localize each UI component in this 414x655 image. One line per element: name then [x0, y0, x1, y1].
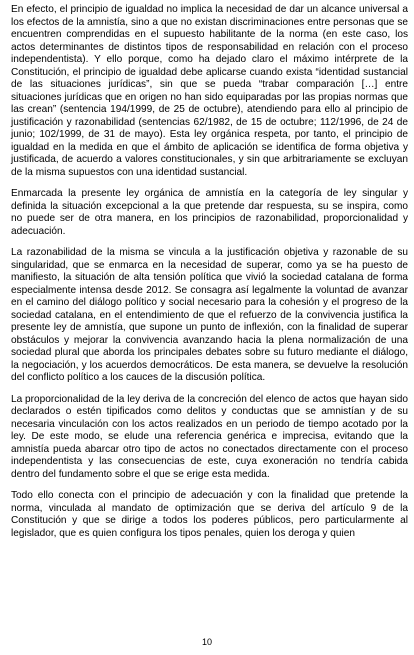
paragraph-ley-singular: Enmarcada la presente ley orgánica de amnistía en la categoría de ley singular y definida la situación excepcional a la que pretende dar respuesta, su se inspira, como no puede ser de otra manera, en los principios de razonabilidad, proporcionalidad y adecuación.: [11, 188, 408, 237]
paragraph-adecuacion: Todo ello conecta con el principio de adecuación y con la finalidad que pretende la norma, vinculada al mandato de optimización que se deriva del artículo 9 de la Constitución y que se dirige a todos los poderes públicos, pero particularmente al legislador, que es quien configura los tipos penales, quien los deroga y quien: [11, 490, 408, 539]
paragraph-proporcionalidad: La proporcionalidad de la ley deriva de la concreción del elenco de actos que hayan sido declarados o estén tipificados como delitos y conductas que se amnistían y de su necesaria vinculación con los actos realizados en un periodo de tiempo acotado por la ley. De este modo, se elude una referencia genérica e imprecisa, evitando que la amnistía pueda abarcar otro tipo de actos no conectados directamente con el proceso independentista y las consecuencias de este, cuya exoneración no tendría cabida dentro del fundamento sobre el que se erige esta medida.: [11, 393, 408, 480]
page-number: 10: [201, 637, 212, 647]
paragraph-razonabilidad: La razonabilidad de la misma se vincula a la justificación objetiva y razonable de su singularidad, que se enmarca en la necesidad de superar, como ya se ha puesto de manifiesto, la situación de alta tensión política que vivió la sociedad catalana de forma especialmente intensa desde 2012. Se consagra así legalmente la voluntad de avanzar en el camino del diálogo político y social necesario para la cohesión y el progreso de la sociedad catalana, en el entendimiento de que el refuerzo de la convivencia justifica la presente ley de amnistía, que supone un punto de inflexión, con la finalidad de superar obstáculos y mejorar la convivencia avanzando hacia la plena normalización de una sociedad plural que aborda los principales debates sobre su futuro mediante el diálogo, la negociación, y los acuerdos democráticos. De esta manera, se devuelve la resolución del conflicto político a los cauces de la discusión política.: [11, 247, 408, 383]
paragraph-igualdad: En efecto, el principio de igualdad no implica la necesidad de dar un alcance universal a los efectos de la amnistía, sino a que no existan discriminaciones entre personas que se encuentren comprendidas en el supuesto habilitante de la norma (en este caso, los actos determinantes de distintos tipos de responsabilidad en relación con el proceso independentista). Y ello porque, como ha dejado claro el máximo intérprete de la Constitución, el principio de igualdad debe aplicarse cuando exista “identidad sustancial de las situaciones jurídicas”, sin que se pueda “trabar comparación […] entre situaciones jurídicas que en origen no han sido equiparadas por las propias normas que las crean” (sentencia 194/1999, de 25 de octubre), atendiendo para ello al principio de justificación y razonabilidad (sentencias 62/1982, de 15 de octubre; 112/1996, de 24 de junio; 102/1999, de 31 de mayo). Esta ley orgánica respeta, por tanto, el principio de igualdad en la medida en que el ámbito de aplicación se identifica de forma objetiva y justificada, de acuerdo a valores constitucionales, y sin que arbitrariamente se excluyan de la misma supuestos con una identidad sustancial.: [11, 4, 408, 178]
